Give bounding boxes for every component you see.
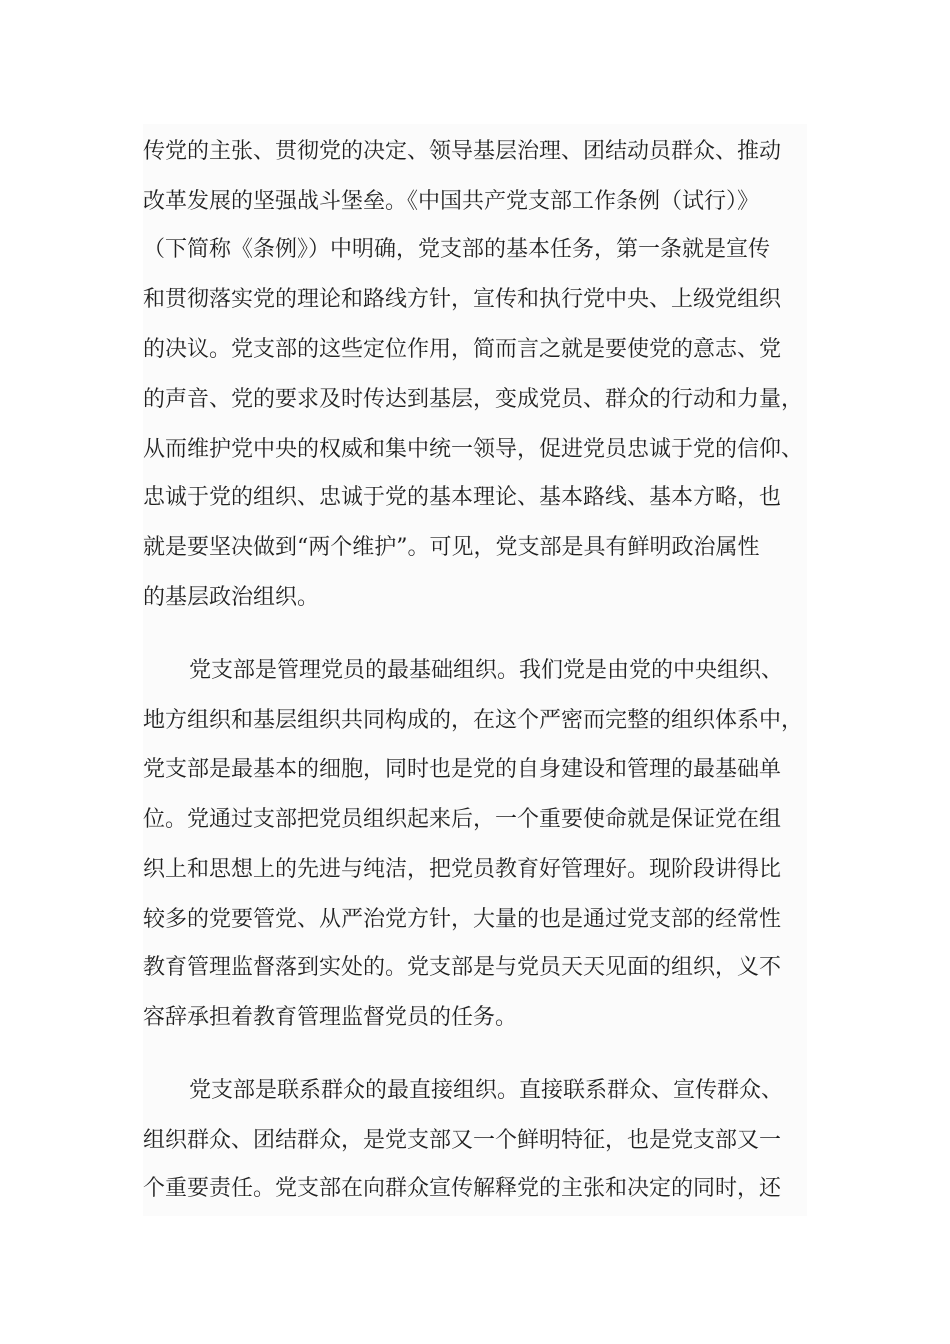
paragraph-1-line-8: 忠诚于党的组织、忠诚于党的基本理论、基本路线、基本方略，也	[143, 485, 782, 510]
paragraph-1-line-7: 从而维护党中央的权威和集中统一领导，促进党员忠诚于党的信仰、	[143, 437, 804, 462]
paragraph-2-line-2: 地方组织和基层组织共同构成的，在这个严密而完整的组织体系中，	[143, 708, 804, 733]
paragraph-3-line-3: 个重要责任。党支部在向群众宣传解释党的主张和决定的同时，还	[143, 1176, 782, 1201]
paragraph-2-line-1: 党支部是管理党员的最基础组织。我们党是由党的中央组织、	[189, 658, 784, 683]
paragraph-1-line-4: 和贯彻落实党的理论和路线方针，宣传和执行党中央、上级党组织	[143, 287, 782, 312]
paragraph-1-line-1: 传党的主张、贯彻党的决定、领导基层治理、团结动员群众、推动	[143, 139, 782, 164]
paragraph-1-line-9: 就是要坚决做到“两个维护”。可见，党支部是具有鲜明政治属性	[143, 535, 760, 560]
paragraph-2-line-5: 织上和思想上的先进与纯洁，把党员教育好管理好。现阶段讲得比	[143, 857, 782, 882]
paragraph-2-line-4: 位。党通过支部把党员组织起来后，一个重要使命就是保证党在组	[143, 807, 782, 832]
paragraph-1-line-6: 的声音、党的要求及时传达到基层，变成党员、群众的行动和力量，	[143, 387, 804, 412]
paragraph-2-line-6: 较多的党要管党、从严治党方针，大量的也是通过党支部的经常性	[143, 907, 782, 932]
paragraph-2-line-8: 容辞承担着教育管理监督党员的任务。	[143, 1005, 518, 1030]
paragraph-2-line-3: 党支部是最基本的细胞，同时也是党的自身建设和管理的最基础单	[143, 757, 782, 782]
paragraph-1-line-10: 的基层政治组织。	[143, 585, 320, 610]
paragraph-3-line-2: 组织群众、团结群众，是党支部又一个鲜明特征，也是党支部又一	[143, 1128, 782, 1153]
paragraph-1-line-3: （下简称《条例》）中明确，党支部的基本任务，第一条就是宣传	[143, 237, 771, 262]
paragraph-1-line-2: 改革发展的坚强战斗堡垒。《中国共产党支部工作条例（试行）》	[143, 189, 760, 214]
paragraph-3-line-1: 党支部是联系群众的最直接组织。直接联系群众、宣传群众、	[189, 1078, 784, 1103]
paragraph-1-line-5: 的决议。党支部的这些定位作用，简而言之就是要使党的意志、党	[143, 337, 782, 362]
paragraph-2-line-7: 教育管理监督落到实处的。党支部是与党员天天见面的组织，义不	[143, 955, 782, 980]
